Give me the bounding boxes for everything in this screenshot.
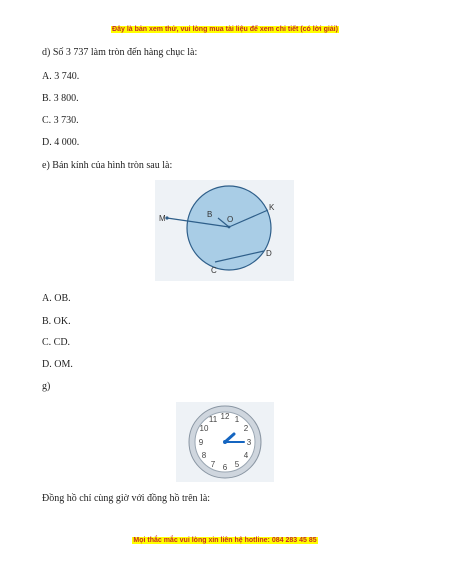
clock-num-10: 10	[199, 424, 209, 433]
clock-num-3: 3	[246, 438, 252, 447]
clock-num-4: 4	[243, 451, 249, 460]
circle-figure	[155, 180, 294, 281]
point-o	[228, 226, 231, 229]
question-e-option-d: D. OM.	[42, 359, 73, 370]
question-g-prompt: g)	[42, 381, 51, 392]
question-d-option-b: B. 3 800.	[42, 93, 79, 104]
clock-num-6: 6	[222, 463, 228, 472]
footer-hotline-text: Mọi thắc mắc vui lòng xin liên hệ hotline: 084 283 45 85	[133, 537, 317, 544]
clock-num-7: 7	[210, 460, 216, 469]
label-k: K	[269, 203, 275, 212]
question-d-prompt: d) Số 3 737 làm tròn đến hàng chục là:	[42, 47, 198, 58]
footer-hotline	[0, 537, 450, 544]
circle-diagram	[155, 180, 294, 281]
question-e-option-c: C. CD.	[42, 337, 71, 348]
clock-center	[223, 440, 227, 444]
label-c: C	[211, 266, 217, 275]
clock-num-1: 1	[234, 415, 240, 424]
clock-num-2: 2	[243, 424, 249, 433]
clock-diagram	[176, 402, 274, 482]
label-o: O	[227, 215, 234, 224]
question-e-option-a: A. OB.	[42, 293, 71, 304]
label-d: D	[266, 249, 272, 258]
clock-num-12: 12	[220, 412, 230, 421]
question-e-prompt: e) Bán kính của hình tròn sau là:	[42, 160, 173, 171]
preview-notice-text: Đây là bản xem thử, vui lòng mua tài liệu để xem chi tiết (có lời giải)	[112, 26, 338, 33]
point-m	[165, 216, 168, 219]
question-d-option-c: C. 3 730.	[42, 115, 79, 126]
clock-num-8: 8	[201, 451, 207, 460]
clock-num-11: 11	[208, 415, 218, 424]
label-m: M	[159, 214, 166, 223]
question-d-option-a: A. 3 740.	[42, 71, 80, 82]
label-b: B	[207, 210, 213, 219]
question-g-followup: Đồng hồ chỉ cùng giờ với đồng hồ trên là:	[42, 493, 211, 504]
clock-num-5: 5	[234, 460, 240, 469]
question-d-option-d: D. 4 000.	[42, 137, 80, 148]
preview-notice	[0, 26, 450, 33]
question-e-option-b: B. OK.	[42, 316, 71, 327]
clock-figure	[176, 402, 274, 482]
clock-num-9: 9	[198, 438, 204, 447]
